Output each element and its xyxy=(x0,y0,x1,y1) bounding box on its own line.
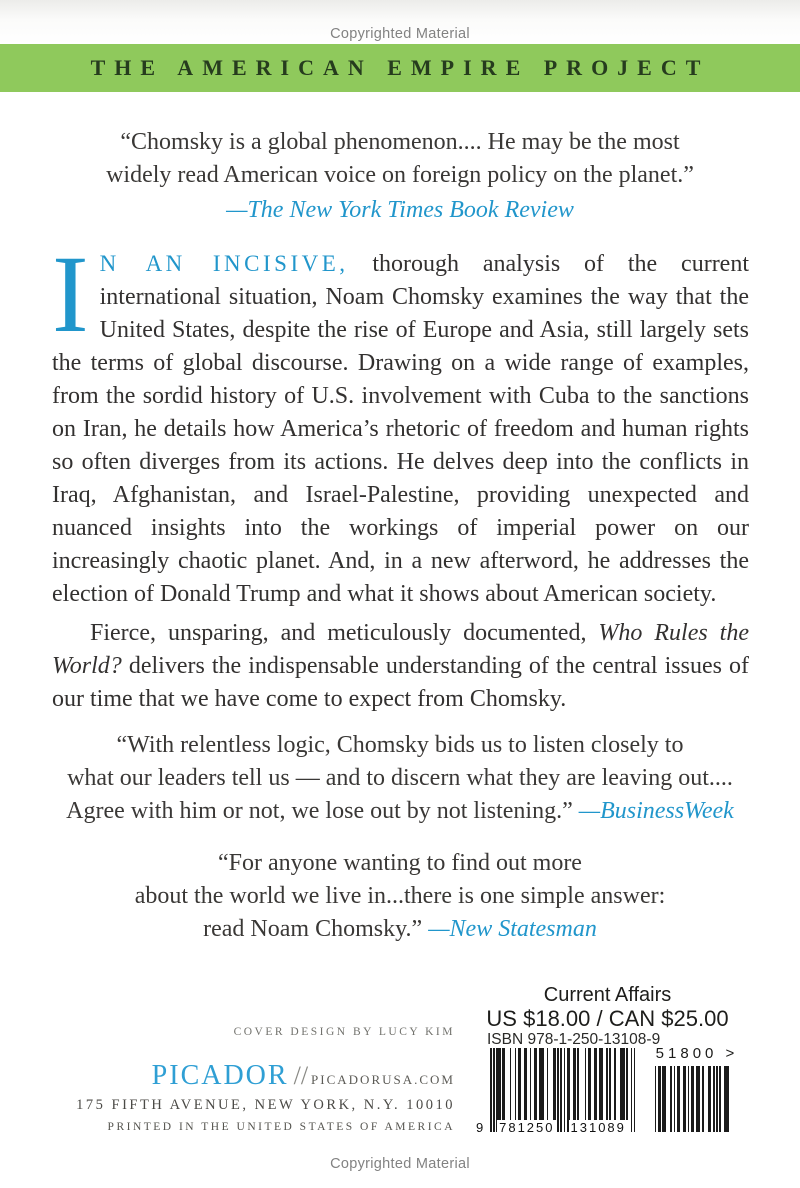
cover-design-credit: COVER DESIGN BY LUCY KIM xyxy=(233,1026,455,1038)
supplement-price-code: 51800 > xyxy=(655,1045,739,1062)
drop-cap-letter: I xyxy=(52,233,89,355)
publisher-logo-text: PICADOR xyxy=(151,1060,289,1091)
publisher-website: PICADORUSA.COM xyxy=(311,1072,455,1087)
businessweek-attribution: —BusinessWeek xyxy=(578,798,734,824)
barcode-digits xyxy=(496,1120,629,1135)
publisher-address: 175 FIFTH AVENUE, NEW YORK, N.Y. 10010 xyxy=(76,1097,455,1113)
synopsis-paragraph-2 xyxy=(52,617,749,716)
synopsis-paragraph-1 xyxy=(52,233,749,611)
ean5-supplement-barcode xyxy=(653,1046,741,1132)
quote-line: about the world we live in...there is one simple answer: xyxy=(134,883,666,909)
book-title-italic: Who Rules the World? xyxy=(52,620,750,679)
barcode-first-digit: 9 xyxy=(476,1120,484,1135)
publisher-row xyxy=(152,1060,455,1092)
barcode-digit-group: 131089 xyxy=(570,1120,626,1135)
lead-smallcaps: N AN INCISIVE, xyxy=(99,251,349,276)
nyt-review-quote xyxy=(0,126,800,227)
price-label: US $18.00 / CAN $25.00 xyxy=(486,1006,729,1031)
quote-line: “For anyone wanting to find out more xyxy=(218,850,582,876)
quote-line: “With relentless logic, Chomsky bids us to listen closely to xyxy=(116,732,684,758)
ean5-bars xyxy=(653,1066,729,1132)
printed-in-line: PRINTED IN THE UNITED STATES OF AMERICA xyxy=(107,1121,455,1133)
quote-line-text: Agree with him or not, we lose out by not listening.” xyxy=(66,798,579,824)
barcode-digit-group: 781250 xyxy=(499,1120,555,1135)
category-label: Current Affairs xyxy=(543,984,672,1006)
synopsis-paragraph-2-pre: Fierce, unsparing, and meticulously documented, xyxy=(90,620,599,646)
new-statesman-attribution: —New Statesman xyxy=(428,916,597,942)
synopsis-paragraph-2-post: delivers the indispensable understanding of the central issues of our time that we have come to expect from Chomsky. xyxy=(52,653,749,712)
synopsis-paragraph-1-text: thorough analysis of the current international situation, Noam Chomsky examines the way that the United States, despite the rise of Europe and Asia, still largely sets the terms of global discourse. Drawing on a wide range of examples, from the sordid history of U.S. involvement with Cuba to the sanctions on Iran, he details how America’s rhetoric of freedom and human rights so often diverges from its actions. He delves deep into the conflicts in Iraq, Afghanistan, and Israel-Palestine, providing unexpected and nuanced insights into the workings of imperial power on our increasingly chaotic planet. And, in a new afterword, he addresses the election of Donald Trump and what it shows about American society. xyxy=(52,251,749,607)
synopsis-text xyxy=(52,233,750,716)
quote-line-with-attribution xyxy=(0,795,800,828)
quote-line: widely read American voice on foreign policy on the planet.” xyxy=(106,162,694,188)
series-banner-title: THE AMERICAN EMPIRE PROJECT xyxy=(90,55,710,80)
ean13-barcode xyxy=(476,1048,635,1135)
copyrighted-material-top: Copyrighted Material xyxy=(330,26,470,42)
isbn-label: ISBN 978-1-250-13108-9 xyxy=(487,1031,661,1048)
quote-line: what our leaders tell us — and to discern what they are leaving out.... xyxy=(67,765,733,791)
series-banner xyxy=(0,44,800,92)
copyrighted-material-bottom: Copyrighted Material xyxy=(330,1156,470,1172)
new-statesman-quote xyxy=(0,847,800,946)
quote-line-with-attribution xyxy=(0,913,800,946)
publisher-separator: // xyxy=(293,1061,309,1090)
businessweek-quote xyxy=(0,729,800,828)
quote-line: “Chomsky is a global phenomenon.... He may be the most xyxy=(120,129,680,155)
quote-line-text: read Noam Chomsky.” xyxy=(203,916,429,942)
nyt-attribution: —The New York Times Book Review xyxy=(226,197,574,223)
